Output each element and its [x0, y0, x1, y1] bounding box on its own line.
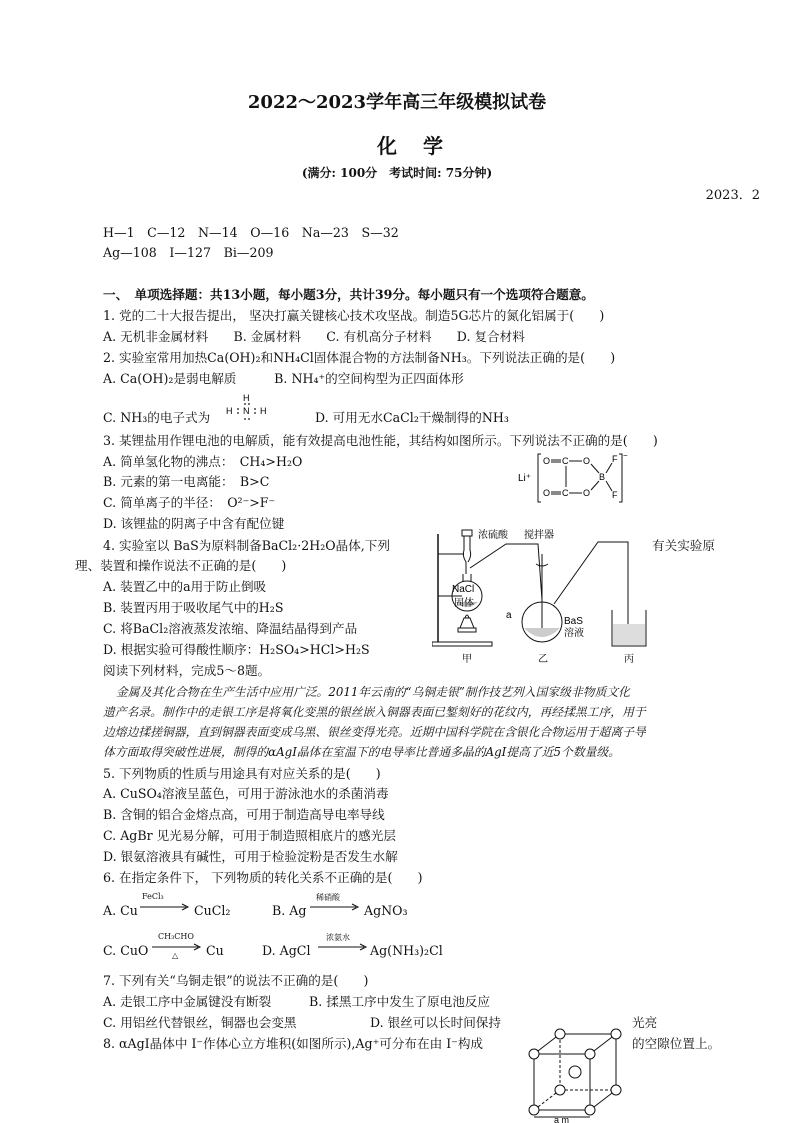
q5-option-b: B. 含铜的铝合金熔点高，可用于制造高导电率导线 [103, 807, 385, 822]
svg-text:a: a [506, 610, 512, 621]
q4-stem-cont: 理、装置和操作说法不正确的是( ) [75, 558, 287, 573]
q7-options-ab: A. 走银工序中金属键没有断裂 B. 揉黑工序中发生了原电池反应 [103, 994, 490, 1009]
q5-stem: 5. 下列物质的性质与用途具有对应关系的是( ) [103, 766, 381, 781]
atomic-masses-line2: Ag—108 I—127 Bi—209 [103, 245, 274, 260]
q4-option-c: C. 将BaCl₂溶液蒸发浓缩、降温结晶得到产品 [103, 621, 358, 636]
q7-option-d-left: D. 银丝可以长时间保持 [370, 1015, 501, 1030]
svg-text:C: C [562, 488, 569, 498]
q8-stem-left: 8. αAgI晶体中 I⁻作体心立方堆积(如图所示),Ag⁺可分布在由 I⁻构成 [103, 1036, 484, 1051]
svg-text:O: O [583, 456, 591, 466]
reading-p1: 金属及其化合物在生产生活中应用广泛。2011年云南的“乌铜走银”制作技艺列入国家级非物质文化 [116, 685, 630, 699]
q7-option-d-right: 光亮 [632, 1015, 658, 1030]
q6-b-arrow [310, 902, 362, 912]
svg-text:a m: a m [554, 1115, 570, 1123]
q7-option-c: C. 用铝丝代替银丝，铜器也会变黑 [103, 1015, 297, 1030]
nh3-electron-formula [222, 392, 272, 424]
svg-text:BaS: BaS [564, 616, 583, 627]
subject-title: 化学 [377, 134, 469, 158]
q6-b-left: B. Ag [272, 903, 307, 918]
q3-option-c: C. 简单离子的半径： O²⁻>F⁻ [103, 495, 276, 510]
svg-text:浓硫酸: 浓硫酸 [478, 530, 508, 541]
q6-d-left: D. AgCl [262, 943, 311, 958]
q2-stem: 2. 实验室常用加热Ca(OH)₂和NH₄Cl固体混合物的方法制备NH₃。下列说法正确的是( ) [103, 350, 616, 365]
q6-c-condition: CH₃CHO [158, 932, 194, 941]
q6-d-right: Ag(NH₃)₂Cl [370, 943, 443, 958]
svg-text:F: F [612, 490, 618, 500]
q4-option-b: B. 装置丙用于吸收尾气中的H₂S [103, 600, 284, 615]
svg-text:甲: 甲 [462, 654, 472, 665]
svg-text:NaCl: NaCl [452, 584, 475, 595]
svg-text:Li⁺: Li⁺ [518, 473, 532, 484]
reading-p4: 体方面取得突破性进展，制得的αAgI晶体在室温下的电导率比普通多晶的AgI提高了近5个数量级。 [103, 745, 621, 759]
q3-option-b: B. 元素的第一电离能： B>C [103, 474, 270, 489]
q4-option-a: A. 装置乙中的a用于防止倒吸 [103, 579, 267, 594]
svg-text:O: O [543, 488, 551, 498]
q6-c-left: C. CuO [103, 943, 149, 958]
exam-date: 2023．2 [705, 188, 760, 203]
q1-stem: 1. 党的二十大报告提出， 坚决打赢关键核心技术攻坚战。制造5G芯片的氮化铝属于( ) [103, 308, 605, 323]
q5-option-d: D. 银氨溶液具有碱性，可用于检验淀粉是否发生水解 [103, 849, 398, 864]
section-heading: 一、 单项选择题：共13小题，每小题3分，共计39分。每小题只有一个选项符合题意。 [103, 287, 594, 302]
svg-text:乙: 乙 [538, 654, 548, 665]
svg-text:H: H [243, 393, 250, 403]
q3-option-d: D. 该锂盐的阴离子中含有配位键 [103, 516, 285, 531]
exam-title: 2022～2023学年高三年级模拟试卷 [247, 92, 547, 113]
svg-text:N: N [243, 406, 250, 416]
experiment-apparatus [432, 524, 654, 666]
q5-option-a: A. CuSO₄溶液呈蓝色，可用于游泳池水的杀菌消毒 [103, 786, 389, 801]
svg-text:−: − [623, 451, 628, 460]
q2-options-ab: A. Ca(OH)₂是弱电解质 B. NH₄⁺的空间构型为正四面体形 [103, 371, 464, 386]
q6-a-right: CuCl₂ [194, 903, 231, 918]
svg-text:O: O [543, 456, 551, 466]
q6-b-right: AgNO₃ [364, 903, 408, 918]
svg-text:搅拌器: 搅拌器 [524, 530, 554, 541]
svg-text:丙: 丙 [624, 654, 634, 665]
q4-stem-right: 有关实验原 [652, 538, 715, 553]
q3-stem: 3. 某锂盐用作锂电池的电解质，能有效提高电池性能，其结构如图所示。下列说法不正确的是( ) [103, 433, 658, 448]
q2-option-d: D. 可用无水CaCl₂干燥制得的NH₃ [315, 410, 509, 425]
q6-stem: 6. 在指定条件下， 下列物质的转化关系不正确的是( ) [103, 870, 423, 885]
q4-stem-left: 4. 实验室以 BaS为原料制备BaCl₂·2H₂O晶体,下列 [103, 538, 390, 553]
q6-c-heat: △ [172, 951, 179, 960]
q6-d-arrow [318, 942, 370, 952]
q6-a-arrow [140, 902, 192, 912]
q3-option-a: A. 简单氢化物的沸点： CH₄>H₂O [103, 454, 303, 469]
exam-meta: (满分: 100分 考试时间: 75分钟) [301, 166, 493, 180]
q7-stem: 7. 下列有关“乌铜走银”的说法不正确的是( ) [103, 973, 369, 988]
q5-option-c: C. AgBr 见光易分解，可用于制造照相底片的感光层 [103, 828, 396, 843]
reading-p3: 边熔边揉搓铜器，直到铜器表面变成乌黑、银丝变得光亮。近期中国科学院在含银化合物运用于超离子导 [103, 725, 646, 739]
svg-text:C: C [562, 456, 569, 466]
reading-p2: 遗产名录。制作中的走银工序是将氧化变黑的银丝嵌入铜器表面已錾刻好的花纹内，再经揉黑工序，用于 [103, 705, 646, 719]
q4-option-d: D. 根据实验可得酸性顺序：H₂SO₄>HCl>H₂S [103, 642, 370, 657]
q6-c-right: Cu [206, 943, 224, 958]
q6-d-condition: 浓氨水 [326, 933, 350, 942]
q6-a-left: A. Cu [103, 903, 138, 918]
agi-unit-cell [524, 1026, 628, 1123]
atomic-masses-line1: H—1 C—12 N—14 O—16 Na—23 S—32 [103, 225, 399, 240]
lithium-salt-structure [516, 450, 636, 508]
q2-option-c: C. NH₃的电子式为 [103, 410, 211, 425]
svg-text:O: O [583, 488, 591, 498]
svg-text:固体: 固体 [454, 598, 474, 609]
reading-intro: 阅读下列材料，完成5～8题。 [103, 663, 271, 678]
svg-text:H: H [226, 406, 233, 416]
q8-stem-right: 的空隙位置上。 [632, 1036, 721, 1051]
svg-text:H: H [260, 406, 267, 416]
svg-text:B: B [599, 472, 606, 482]
q6-a-condition: FeCl₃ [142, 892, 164, 901]
svg-text:F: F [612, 454, 618, 464]
q1-options: A. 无机非金属材料 B. 金属材料 C. 有机高分子材料 D. 复合材料 [103, 329, 525, 344]
q6-b-condition: 稀硝酸 [316, 893, 340, 902]
svg-text:溶液: 溶液 [564, 628, 584, 639]
